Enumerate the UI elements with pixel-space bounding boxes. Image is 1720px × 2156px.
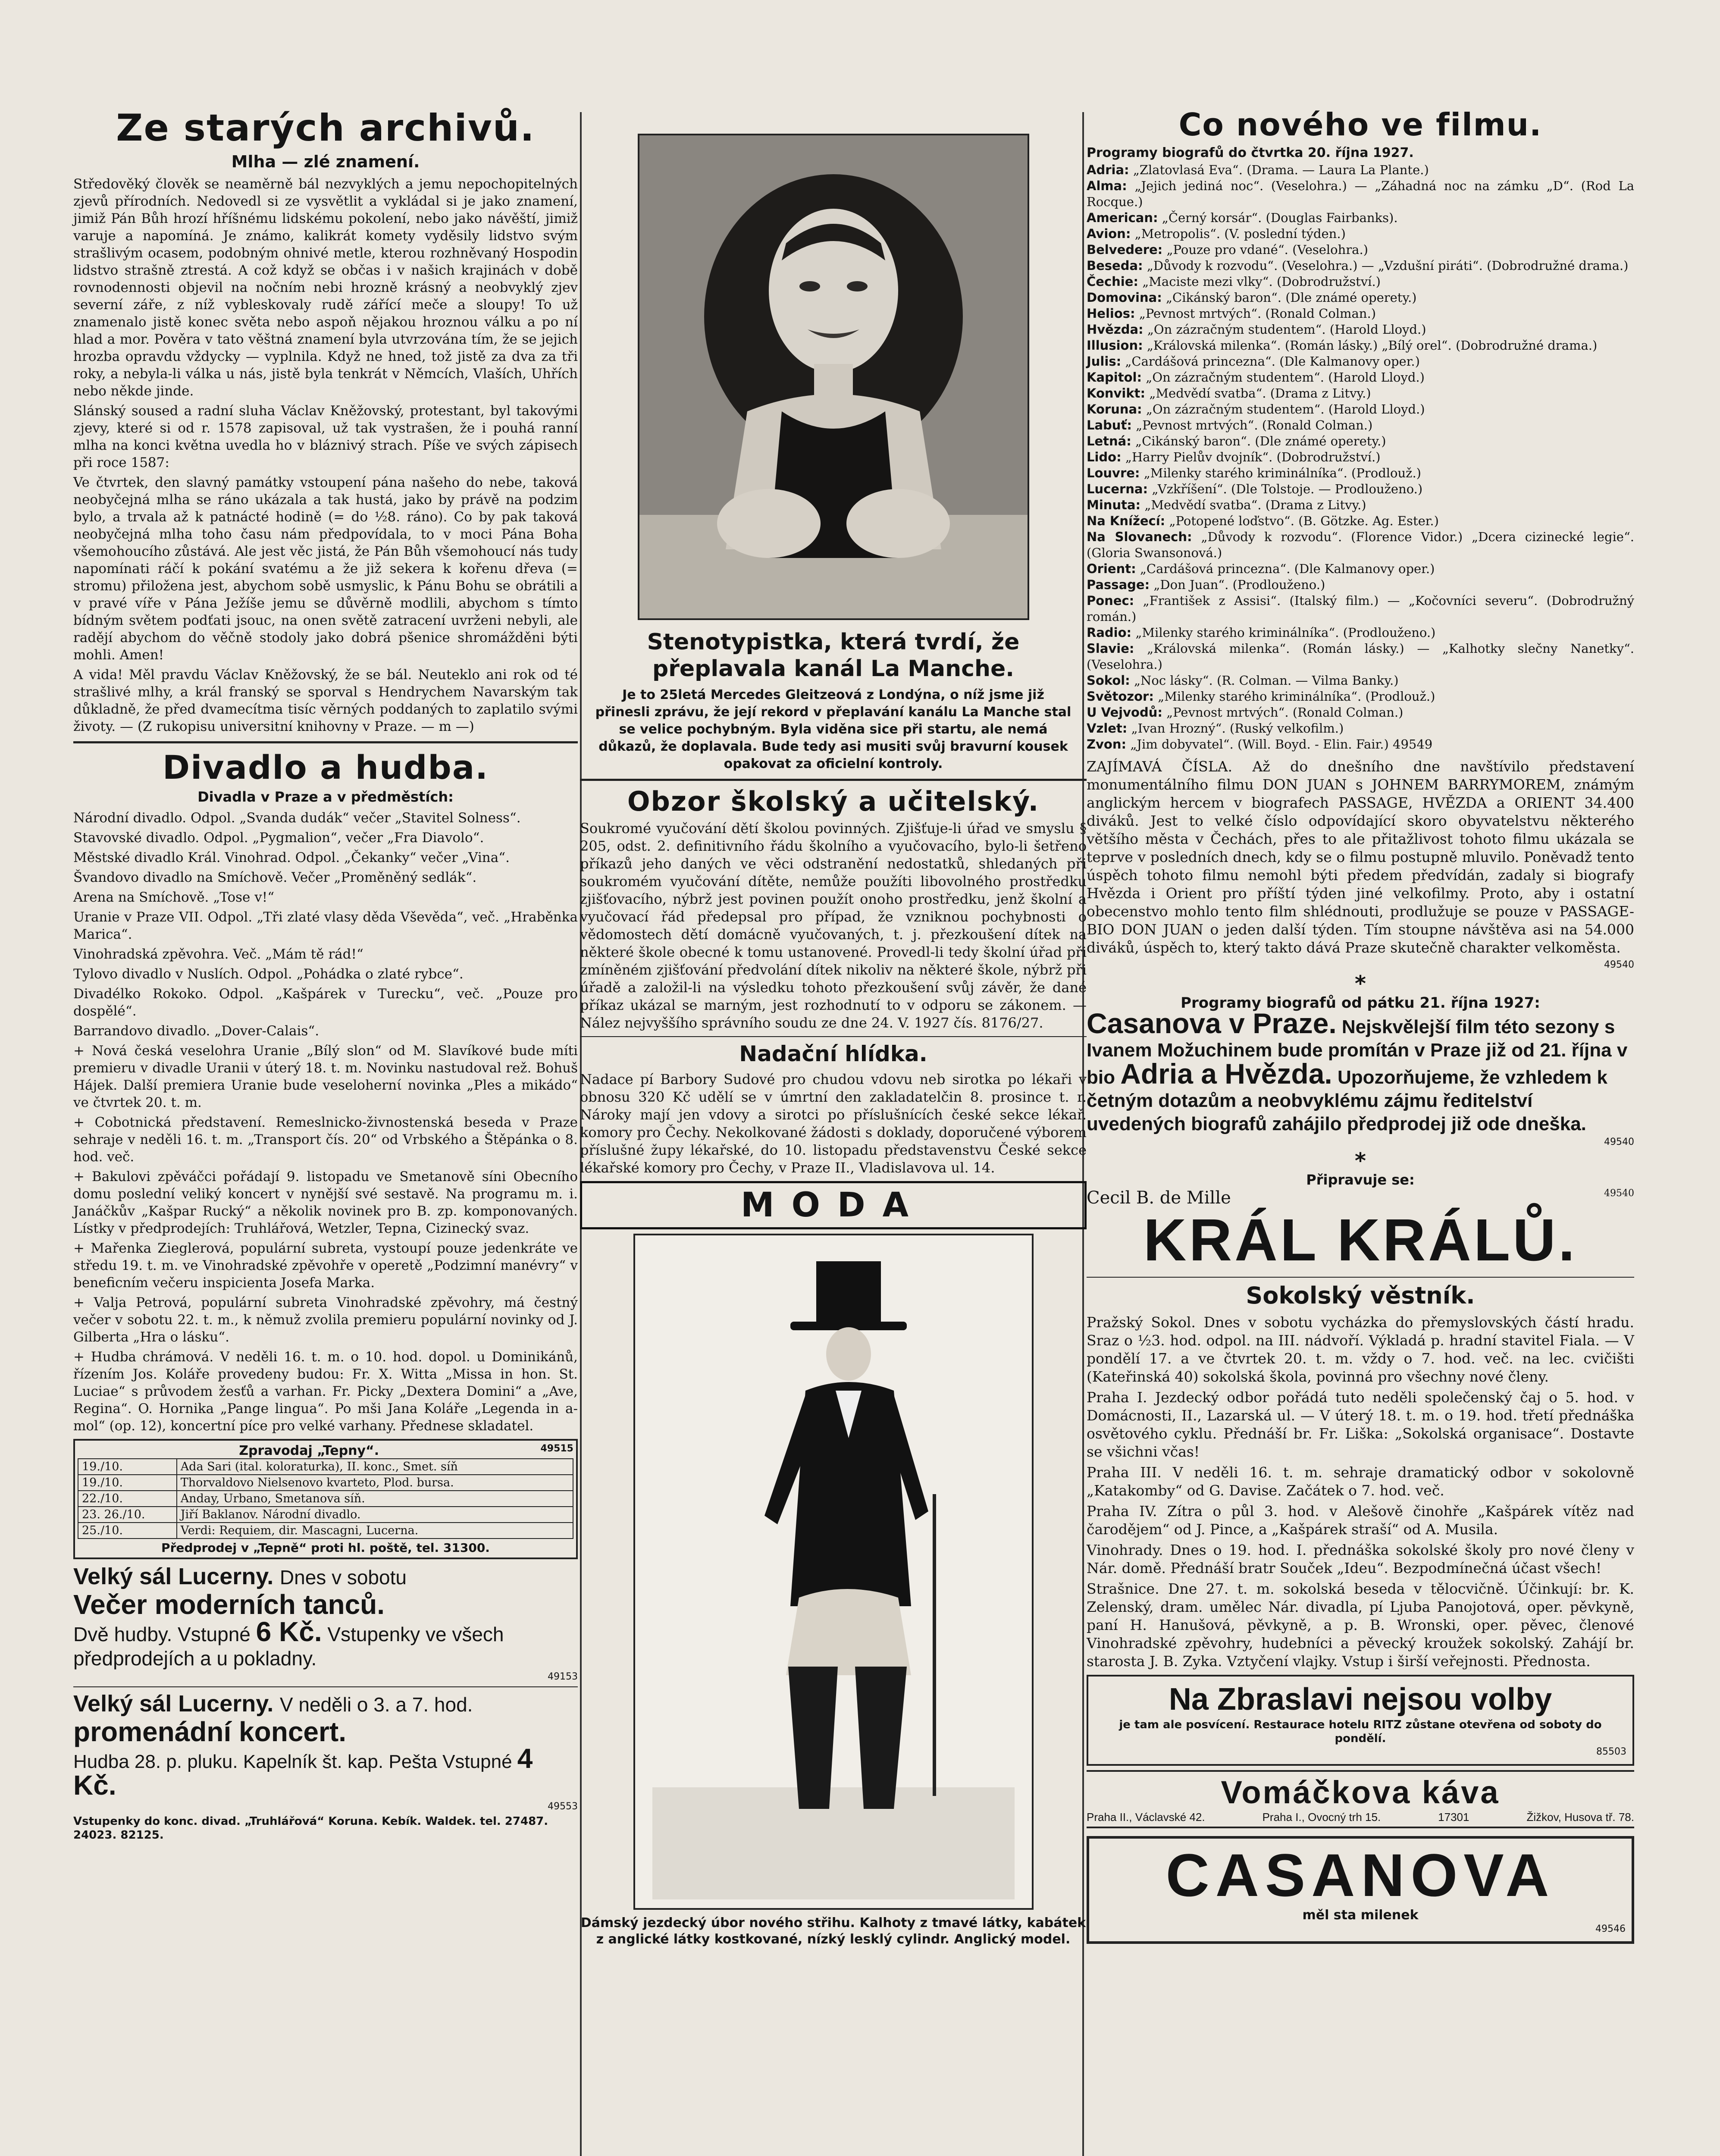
- cinema-name: Kapitol:: [1087, 370, 1142, 385]
- casanova-code: 49540: [1604, 1137, 1634, 1148]
- film-program-row: [1087, 497, 1634, 513]
- cinema-name: Labuť:: [1087, 418, 1132, 433]
- film-program-row: [1087, 736, 1634, 752]
- music-news: [73, 1042, 578, 1435]
- cinema-program: „Medvědí svatba“. (Drama z Litvy.): [1149, 386, 1371, 401]
- cinema-program: „Pevnost mrtvých“. (Ronald Colman.): [1139, 306, 1376, 321]
- film-program-row: [1087, 385, 1634, 401]
- cinema-name: Koruna:: [1087, 402, 1142, 417]
- cinema-name: Zvon:: [1087, 737, 1127, 752]
- archive-para: Středověký člověk se neaměrně bál nezvyklých a jemu nepochopitelných zjevů přírodních. Nedovedl si ze vysvětlit a vykládal si je jako znamení, jimiž Pán Bůh hrozí hříšnému lidskému pokolení, nebo jako návěští, jimiž varuje a napomíná. Je známo, kalikrát komety vyděsily lidstvo svým strašlivým ocasem, podobným ohnivé metle, kterou rozhněvaný Hospodin lidstvo strašně ztrestá. A což když se občas i v našich krajinách v době rovnodennosti objevil na nočním nebi hrozně krásný a neobvyklý zjev severní záře, z níž vybleskovaly rudě zářící meče a sloupy! To už znamenalo jistě konec světa nebo aspoň nějakou hroznou válku a po ní hlad a mor. Pověra v tato věštná znamení byla utvrzována tím, že se jejich hrozba opravdu vždycky — vyplnila. Když ne hned, tož jistě za dva za tři roky, a nebyla-li válka u nás, jistě byla tenkrát v Němcích, Vlaších, Uhřích nebo někde jinde.: [73, 176, 578, 399]
- cinema-program: „Pouze pro vdané“. (Veselohra.): [1166, 242, 1368, 257]
- ad-event: Večer moderních tanců.: [73, 1589, 385, 1620]
- vomacka-code: 17301: [1438, 1811, 1469, 1824]
- column-right: [1087, 108, 1634, 1948]
- ad-event: promenádní koncert.: [73, 1716, 346, 1748]
- tepna-box: [73, 1439, 578, 1559]
- column-left: [73, 108, 578, 1842]
- film-program-row: [1087, 705, 1634, 721]
- cinema-name: Helios:: [1087, 306, 1135, 321]
- tepna-date: 19./10.: [78, 1459, 177, 1475]
- cinema-program: „Maciste mezi vlky“. (Dobrodružství.): [1142, 274, 1381, 289]
- separator-star: *: [1354, 1148, 1366, 1174]
- moda-banner: MODA: [580, 1181, 1087, 1229]
- film-program-row: [1087, 721, 1634, 736]
- cinema-name: Lucerna:: [1087, 482, 1148, 497]
- film-program-row: [1087, 354, 1634, 370]
- cinema-program: „Cikánský baron“. (Dle známé operety.): [1135, 434, 1386, 449]
- cinema-program: „Pevnost mrtvých“. (Ronald Colman.): [1166, 705, 1404, 720]
- cinema-name: U Vejvodů:: [1087, 705, 1162, 720]
- tepna-date: 23. 26./10.: [78, 1507, 177, 1523]
- cecil-line: [1087, 1188, 1634, 1208]
- ad-venue: Velký sál Lucerny.: [73, 1691, 274, 1717]
- film-program-row: [1087, 625, 1634, 641]
- film-program-row: [1087, 673, 1634, 689]
- casanova-box-code: 49546: [1595, 1924, 1626, 1935]
- vomacka-addresses: [1087, 1811, 1634, 1824]
- cinema-program: „Potopené loďstvo“. (B. Götzke. Ag. Ester.): [1169, 514, 1439, 529]
- cinema-program: „On zázračným studentem“. (Harold Lloyd.): [1147, 322, 1426, 337]
- film-program-row: [1087, 481, 1634, 497]
- cinema-name: Slavie:: [1087, 641, 1134, 656]
- cinema-program: „Milenky starého kriminálníka“. (Prodlouž.): [1144, 466, 1421, 481]
- sokol-item: Vinohrady. Dnes o 19. hod. I. přednáška sokolské školy pro nové členy v Nár. domě. Přednáší bratr Souček „Ideu“. Bezpodmínečná účast všech!: [1087, 1542, 1634, 1577]
- prep-label: Připravuje se:: [1306, 1172, 1415, 1188]
- archive-para: Slánský soused a radní sluha Václav Kněžovský, protestant, byl takovými zjevy, které si od r. 1578 zapisoval, už tak vystrašen, že i pouhá ranní mlha na konci května uvedla ho v bláznivý strach. Píše ve svých zápisech při roce 1587:: [73, 403, 578, 470]
- cinema-name: Minuta:: [1087, 498, 1141, 513]
- cinema-name: Illusion:: [1087, 338, 1143, 353]
- film-program-row: [1087, 529, 1634, 561]
- tepna-title-text: Zpravodaj „Tepny“.: [239, 1443, 379, 1459]
- film-program-row: [1087, 210, 1634, 226]
- tepna-event: Jiří Baklanov. Národní divadlo.: [177, 1507, 573, 1523]
- theatre-item: Národní divadlo. Odpol. „Svanda dudák“ večer „Stavitel Solness“.: [73, 810, 521, 826]
- casanova-ad: [1087, 1007, 1634, 1136]
- cinema-program: „Don Juan“. (Prodlouženo.): [1153, 577, 1325, 592]
- film-subtitle: Programy biografů do čtvrtka 20. října 1927.: [1087, 145, 1414, 161]
- divider: [580, 1036, 1087, 1037]
- archive-para: A vida! Měl pravdu Václav Kněžovský, že se bál. Neuteklo ani rok od té strašlivé mlhy, a král franský se sporval s Hendrychem Navarským tak důkladně, že před dvamecítma tisíc věrných poddaných to zaplatilo svými životy. — (Z rukopisu universitní knihovny v Praze. — m —): [73, 667, 578, 734]
- casanova-text-2: Upozorňujeme, že vzhledem k četným dotazům a neobvyklému zájmu ředitelství uvedených biografů zahájilo předprodej již ode dneška.: [1087, 1067, 1607, 1135]
- cecil-name: Cecil B. de Mille: [1087, 1188, 1231, 1208]
- lucerna-ad-1-line3: [73, 1616, 578, 1670]
- cinema-program: „Jejich jediná noc“. (Veselohra.) — „Záhadná noc na zámku „D“. (Rod La Rocque.): [1087, 179, 1635, 210]
- cinema-program: „Zlatovlasá Eva“. (Drama. — Laura La Plante.): [1133, 163, 1429, 178]
- fashion-photo: [633, 1234, 1034, 1910]
- cinema-program: „Harry Pielův dvojník“. (Dobrodružství.): [1125, 450, 1381, 465]
- vomacka-address: Praha I., Ovocný trh 15.: [1262, 1811, 1381, 1824]
- cinema-program: „Cikánský baron“. (Dle známé operety.): [1166, 290, 1417, 305]
- zbraslav-ad: [1087, 1675, 1634, 1766]
- portrait-image: [639, 135, 1028, 618]
- cinema-program: „Královská milenka“. (Román lásky.) — „Kalhotky slečny Nanetky“. (Veselohra.): [1087, 641, 1635, 672]
- tepna-event: Anday, Urbano, Smetanova síň.: [177, 1491, 573, 1507]
- film-program-row: [1087, 561, 1634, 577]
- film-program-row: [1087, 178, 1634, 210]
- tepna-event: Ada Sari (ital. koloraturka), II. konc., Smet. síň: [177, 1459, 573, 1475]
- cinema-program: „Cardášová princezna“. (Dle Kalmanovy oper.): [1125, 354, 1420, 369]
- cinema-program: „Cardášová princezna“. (Dle Kalmanovy oper.): [1140, 561, 1435, 577]
- cinema-name: Julis:: [1087, 354, 1122, 369]
- cinema-name: Belvedere:: [1087, 242, 1163, 257]
- casanova-headline: Casanova v Praze.: [1087, 1007, 1337, 1040]
- cinema-name: Avion:: [1087, 226, 1131, 241]
- film-program-row: [1087, 433, 1634, 449]
- theatre-item: Vinohradská zpěvohra. Več. „Mám tě rád!“: [73, 946, 363, 962]
- cinema-name: Letná:: [1087, 434, 1131, 449]
- cinema-name: American:: [1087, 210, 1158, 226]
- film-program-row: [1087, 338, 1634, 354]
- film-program-row: [1087, 689, 1634, 705]
- theatre-item: Arena na Smíchově. „Tose v!“: [73, 890, 275, 906]
- cinema-program: „Noc lásky“. (R. Colman. — Vilma Banky.): [1134, 673, 1399, 688]
- archive-subtitle: Mlha — zlé znamení.: [231, 152, 420, 171]
- film-program-row: [1087, 593, 1634, 625]
- theatre-item: Tylovo divadlo v Nuslích. Odpol. „Pohádka o zlaté rybce“.: [73, 966, 464, 982]
- cinema-name: Na Slovanech:: [1087, 530, 1192, 545]
- ad-when: V neděli o 3. a 7. hod.: [279, 1693, 473, 1716]
- music-item: + Bakulovi zpěváčci pořádají 9. listopadu ve Smetanově síni Obecního domu poslední veliký koncert v nynější své sestavě. Na programu m. i. Janáčkův „Kašpar Rucký“ a několik novinek pro B. zp. komponovaných. Lístky v předprodejích: Truhlářová, Wetzler, Tepna, Cizinecký svaz.: [73, 1169, 578, 1237]
- zajimava-text: ZAJÍMAVÁ ČÍSLA. Až do dnešního dne navštívilo představení monumentálního filmu DON JUAN s JOHNEM BARRYMOREM, známým anglickým hercem v biografech PASSAGE, HVĚZDA a ORIENT 34.400 diváků. Jest to velké číslo odpovídající skoro obyvatelstvu některého většího města v Čechách, přes to ale přitažlivost tohoto filmu ukázala se teprve v posledních dnech, kdy se o filmu postupně mluvilo. Poněvadž tento úspěch tohoto filmu nemohl býti předem předvídán, zadaly si biografy Hvězda i Orient pro příští týden jiné velkofilmy. Proto, aby i ostatní obecenstvo mohlo tento film shlédnouti, prodlužuje se pouze v PASSAGE-BIO DON JUAN o jeden další týden. Tím stoupne návštěva asi na 54.000 diváků, úspěch to, který takto dává Praze skutečně charakter velkoměsta.: [1087, 758, 1634, 956]
- film-program-row: [1087, 577, 1634, 593]
- kral-code: 49540: [1604, 1188, 1634, 1199]
- photo1-caption: Stenotypistka, která tvrdí, že přeplavala kanál La Manche.: [647, 629, 1020, 682]
- cinema-name: Čechie:: [1087, 274, 1138, 289]
- lucerna-ad-1-line1: [73, 1564, 578, 1589]
- theatre-item: Městské divadlo Král. Vinohrad. Odpol. „Čekanky“ večer „Vina“.: [73, 850, 510, 866]
- tepna-footer: Předprodej v „Tepně“ proti hl. poště, tel. 31300.: [161, 1541, 490, 1555]
- zbraslav-code: 85503: [1596, 1746, 1626, 1758]
- cinema-name: Passage:: [1087, 577, 1150, 592]
- prog-title: Programy biografů od pátku 21. října 1927:: [1181, 994, 1540, 1012]
- archive-title: Ze starých archivů.: [116, 107, 535, 150]
- cinema-name: Beseda:: [1087, 258, 1143, 273]
- theatre-item: Uranie v Praze VII. Odpol. „Tři zlaté vlasy děda Vševěda“, več. „Hraběnka Marica“.: [73, 909, 578, 943]
- foundation-text: Nadace pí Barbory Sudové pro chudou vdovu neb sirotka po lékaři v obnosu 320 Kč udělí se v úmrtní den zakladatelčin 8. prosince t. r. Nároky mají jen vdovy a sirotci po příslušnících české sekce lékař. komory pro Čechy. Nekolkované žádosti s doklady, doporučené výborem příslušné župy lékařské, do 10. listopadu představenstvu České sekce lékařské komory pro Čechy, v Praze II., Vladislavova ul. 14.: [580, 1071, 1087, 1176]
- cinema-program: „Černý korsár“. (Douglas Fairbanks).: [1162, 210, 1398, 226]
- tepna-date: 19./10.: [78, 1475, 177, 1491]
- tepna-date: 22./10.: [78, 1491, 177, 1507]
- ad-info: Hudba 28. p. pluku. Kapelník št. kap. Pešta Vstupné: [73, 1751, 512, 1773]
- film-program-row: [1087, 162, 1634, 178]
- lucerna-ad-2: [73, 1692, 578, 1842]
- music-item: + Hudba chrámová. V neděli 16. t. m. o 10. hod. dopol. u Dominikánů, řízením Jos. Koláře provedeny budou: Fr. X. Witta „Missa in hon. St. Luciae“ s průvodem žesťů a varhan. Fr. Picky „Dextera Domini“ a „Ave, Regina“. O. Hornika „Pange lingua“. Po mši Jana Koláře „Legenda in a-mol“ (op. 12), koncertní píce pro velké varhany. Přednese skladatel.: [73, 1349, 578, 1434]
- cinema-name: Ponec:: [1087, 593, 1134, 608]
- cinema-program: „Milenky starého kriminálníka“. (Prodlouženo.): [1135, 625, 1436, 640]
- photo1-text: Je to 25letá Mercedes Gleitzeová z Londýna, o níž jsme již přinesli zprávu, že její rekord v přeplavání kanálu La Manche stal se velice pochybným. Byla viděna sice při startu, ale nemá důkazů, že doplavala. Bude tedy asi musiti svůj bravurní kousek opakovat za oficielní kontroly.: [595, 687, 1071, 771]
- archive-article: [73, 175, 578, 735]
- fashion-image: [635, 1235, 1032, 1908]
- film-program-row: [1087, 401, 1634, 417]
- cinema-name: Na Knížecí:: [1087, 514, 1165, 529]
- music-item: + Mařenka Zieglerová, populární subreta, vystoupí pouze jedenkráte ve středu 19. t. m. ve Vinohradské zpěvohře v operetě „Podzimní manévry“ v beneficním večeru inspicienta Josefa Marka.: [73, 1241, 578, 1291]
- casanova-box-sub: měl sta milenek: [1302, 1908, 1419, 1923]
- theatre-item: Barrandovo divadlo. „Dover-Calais“.: [73, 1023, 320, 1039]
- film-program-row: [1087, 370, 1634, 385]
- vomacka-ad: [1087, 1770, 1634, 1828]
- sokol-item: Praha IV. Zítra o půl 3. hod. v Alešově činohře „Kašpárek vítěz nad čarodějem“ od J. Pince, a „Kašpárek straší“ od A. Musila.: [1087, 1503, 1634, 1538]
- cinema-program: „Ivan Hrozný“. (Ruský velkofilm.): [1131, 721, 1344, 736]
- ad-code: 49153: [548, 1671, 578, 1683]
- cinema-name: Konvikt:: [1087, 386, 1146, 401]
- tepna-event: Verdi: Requiem, dir. Mascagni, Lucerna.: [177, 1523, 573, 1539]
- cinema-program: „Vzkříšení“. (Dle Tolstoje. — Prodlouženo.): [1152, 482, 1423, 497]
- cinema-program: „On zázračným studentem“. (Harold Lloyd.): [1146, 370, 1425, 385]
- theatre-list: [73, 809, 578, 1040]
- portrait-photo: [638, 134, 1029, 620]
- sokol-news: [1087, 1313, 1634, 1670]
- tepna-date: 25./10.: [78, 1523, 177, 1539]
- ad-venue: Velký sál Lucerny.: [73, 1564, 274, 1590]
- film-program-row: [1087, 513, 1634, 529]
- lucerna-ad-2-line1: [73, 1692, 578, 1717]
- cinema-name: Lido:: [1087, 450, 1122, 465]
- sokol-item: Praha III. V neděli 16. t. m. sehraje dramatický odbor v sokolovně „Katakomby“ od G. Davise. Začátek o 7. hod. več.: [1087, 1464, 1634, 1499]
- ad-price: 4 Kč.: [73, 1743, 533, 1801]
- theatre-item: Stavovské divadlo. Odpol. „Pygmalion“, večer „Fra Diavolo“.: [73, 830, 484, 846]
- cinema-name: Alma:: [1087, 179, 1127, 194]
- tepna-table: [78, 1458, 573, 1539]
- film-program-row: [1087, 258, 1634, 274]
- cinema-program: „Milenky starého kriminálníka“. (Prodlouž.): [1158, 689, 1435, 704]
- table-row: [78, 1491, 573, 1507]
- divider: [1087, 1277, 1634, 1278]
- film-program-row: [1087, 322, 1634, 338]
- film-program-row: [1087, 641, 1634, 673]
- casanova-cinemas: Adria a Hvězda.: [1120, 1058, 1332, 1090]
- table-row: [78, 1459, 573, 1475]
- cinema-name: Sokol:: [1087, 673, 1130, 688]
- film-program-row: [1087, 226, 1634, 242]
- cinema-name: Radio:: [1087, 625, 1132, 640]
- sokol-item: Strašnice. Dne 27. t. m. sokolská beseda v tělocvičně. Účinkují: br. K. Zelenský, dram. umělec Nár. divadla, pí Ljuba Panojotová, oper. pěvkyně, paní H. Hanušová, pěvkyně, a p. B. Wronski, oper. pěvec, členové Vinohradské zpěvohry, hudebníci a pěvecký kroužek sokolský. Zahájí br. starosta J. B. Zyka. Vztyčení vlajky. Vstup i širší veřejnosti. Přednosta.: [1087, 1580, 1634, 1670]
- cinema-program: „Královská milenka“. (Román lásky.) „Bílý orel“. (Dobrodružné drama.): [1147, 338, 1598, 353]
- film-program-row: [1087, 306, 1634, 322]
- ad-price: 6 Kč.: [256, 1616, 322, 1648]
- divider: [73, 1686, 578, 1687]
- zajimava-code: 49540: [1604, 959, 1634, 971]
- ad-footer: Vstupenky do konc. divad. „Truhlářová“ Koruna. Kebík. Waldek. tel. 27487. 24023. 82125.: [73, 1815, 548, 1842]
- theatre-subtitle: Divadla v Praze a v předměstích:: [197, 789, 454, 805]
- ad-when: Dnes v sobotu: [279, 1566, 407, 1589]
- sokol-item: Pražský Sokol. Dnes v sobotu vycházka do přemyslovských částí hradu. Sraz o ½3. hod. odpol. na III. nádvoří. Výkladá p. hradní stavitel Fiala. — V pondělí 17. a ve čtvrtek 20. t. m. vždy o 7. hod. več. na lec. cvičišti (Kateřinská 40) sokolská škola, povinná pro všechny nové členy.: [1087, 1314, 1634, 1385]
- vomacka-address: Praha II., Václavské 42.: [1087, 1811, 1205, 1824]
- theatre-item: Divadélko Rokoko. Odpol. „Kašpárek v Turecku“, več. „Pouze pro dospělé“.: [73, 986, 578, 1019]
- zbraslav-headline: Na Zbraslavi nejsou volby: [1169, 1682, 1552, 1717]
- film-program-row: [1087, 242, 1634, 258]
- cinema-name: Orient:: [1087, 561, 1136, 577]
- cinema-program: „Metropolis“. (V. poslední týden.): [1134, 226, 1346, 241]
- table-row: [78, 1523, 573, 1539]
- tepna-event: Thorvaldovo Nielsenovo kvarteto, Plod. bursa.: [177, 1475, 573, 1491]
- column-middle: [580, 108, 1087, 1950]
- cinema-name: Světozor:: [1087, 689, 1154, 704]
- ad-info-2: Vstupenky ve všech předprodejích a u pokladny.: [73, 1623, 504, 1670]
- music-item: + Cobotnická představení. Remeslnicko-živnostenská beseda v Praze sehraje v neděli 16. t. m. „Transport čís. 20“ od Vrbského a Štěpánka o 8. hod. več.: [73, 1115, 578, 1165]
- lucerna-ad-2-line3: [73, 1743, 578, 1801]
- cinema-program: „František z Assisi“. (Italský film.) — „Kočovníci severu“. (Dobrodružný román.): [1087, 593, 1634, 624]
- archive-para: Ve čtvrtek, den slavný památky vstoupení pána našeho do nebe, taková neobyčejná mlha se ráno ukázala a tak hustá, jako by právě na podzim bylo, a trvala až k patnácté hodině (= do ½8. ráno). Co by pak taková neobyčejná mlha toho času nám předpovídala, to v moci Pána Boha všemohoucího zůstává. Ale jest věc jistá, že Pán Bůh všemohoucí nás tudy napomínati ráčí k pokání svatému a že již sekera k kořenu dřeva (= stromu) přiložena jest, abychom sobě usmyslic, k Pánu Bohu se obrátili a v pravé víře v Pána Ježíše jemu se důvěrně modlili, abychom s tímto bídným světem podťati jsouc, na onen světě zatracení uvrženi nebyli, ale radějí abychom do věčně stodoly jako dobrá pšenice shromážděni býti mohli. Amen!: [73, 474, 578, 663]
- film-program-row: [1087, 465, 1634, 481]
- zbraslav-text: je tam ale posvícení. Restaurace hotelu RITZ zůstane otevřena od soboty do pondělí.: [1119, 1718, 1602, 1745]
- vomacka-headline: Vomáčkova káva: [1221, 1774, 1500, 1811]
- theatre-item: Švandovo divadlo na Smíchově. Večer „Proměněný sedlák“.: [73, 870, 477, 886]
- cinema-name: Adria:: [1087, 163, 1129, 178]
- table-row: [78, 1507, 573, 1523]
- cinema-name: Hvězda:: [1087, 322, 1144, 337]
- film-title: Co nového ve filmu.: [1178, 107, 1542, 143]
- casanova-box-title: CASANOVA: [1165, 1841, 1555, 1909]
- school-title: Obzor školský a učitelský.: [627, 786, 1040, 817]
- film-program-row: [1087, 290, 1634, 306]
- divider: [73, 741, 578, 743]
- music-item: + Valja Petrová, populární subreta Vinohradské zpěvohry, má čestný večer v sobotu 22. t. m., k němuž zvolila premieru populární novinky od J. Gilberta „Hra o lásku“.: [73, 1295, 578, 1345]
- film-program-row: [1087, 417, 1634, 433]
- cinema-program: „Důvody k rozvodu“. (Veselohra.) — „Vzdušní piráti“. (Dobrodružné drama.): [1147, 258, 1629, 273]
- sokol-title: Sokolský věstník.: [1246, 1282, 1475, 1310]
- tepna-title: [78, 1443, 573, 1458]
- theatre-title: Divadlo a hudba.: [162, 748, 489, 787]
- divider: [580, 779, 1087, 781]
- film-program-row: [1087, 274, 1634, 290]
- foundation-title: Nadační hlídka.: [739, 1041, 927, 1067]
- casanova-text-1: Nejskvělejší film této sezony s Ivanem Možuchinem bude promítán v Praze již od 21. října v bio: [1087, 1016, 1628, 1088]
- table-row: [78, 1475, 573, 1491]
- film-program-list: [1087, 162, 1634, 752]
- casanova-box: [1087, 1836, 1634, 1944]
- separator-star: *: [1354, 971, 1366, 997]
- sokol-item: Praha I. Jezdecký odbor pořádá tuto neděli společenský čaj o 5. hod. v Domácnosti, II., Lazarská ul. — V úterý 18. t. m. o 19. hod. třetí přednáška osvětového cyklu. Přednáší br. Fr. Liška: „Sokolská organisace“. Dostavte se všichni včas!: [1087, 1389, 1634, 1460]
- cinema-program: „On zázračným studentem“. (Harold Lloyd.): [1146, 402, 1425, 417]
- tepna-code: 49515: [540, 1443, 573, 1454]
- lucerna-ad-1: [73, 1564, 578, 1682]
- ad-info: Dvě hudby. Vstupné: [73, 1623, 251, 1646]
- kral-kralu-title: KRÁL KRÁLŮ.: [1143, 1207, 1578, 1274]
- music-item: + Nová česká veselohra Uranie „Bílý slon“ od M. Slavíkové bude míti premieru v divadle Uranii v úterý 18. t. m. Novinku nastudoval rež. Bohuš Hájek. Další premiera Uranie bude veselohernί novinka „Ples a mikádo“ ve čtvrtek 20. t. m.: [73, 1043, 578, 1111]
- cinema-program: „Pevnost mrtvých“. (Ronald Colman.): [1136, 418, 1373, 433]
- cinema-program: „Jim dobyvatel“. (Will. Boyd. - Elin. Fair.) 49549: [1130, 737, 1433, 752]
- cinema-program: „Medvědí svatba“. (Drama z Litvy.): [1144, 498, 1366, 513]
- school-text: Soukromé vyučování dětí školou povinných. Zjišťuje-li úřad ve smyslu § 205, odst. 2. definitivního řádu školního a vyučovacího, bylo-li šetřeno příkazů jeho daných ve věci odstranění nedostatků, shledaných při soukromém vyučování dítěte, nemůže použíti libovolného prostředku zjišťovacího, nýbrž jest povinen použít onoho prostředku, jenž školní a vyučovací řád předepsal pro případ, že vzniknou pochybnosti o vědomostech dětí domácně vyučovaných, t. j. přezkoušení dítek na některé škole obecné k tomu ustanovené. Provedl-li tedy školní úřad při zmíněném zjišťování předvolání dítek nikoliv na některé škole, nýbrž při úřadě a založil-li na výsledku tohoto přezkoušení svůj závěr, že dané příkaz ukázal se marným, jest rozhodnutí to v odporu se zákonem. — Nález nejvyššího správního soudu ze dne 24. V. 1927 čís. 8176/27.: [580, 820, 1087, 1031]
- ad-code: 49553: [548, 1801, 578, 1812]
- cinema-program: „Důvody k rozvodu“. (Florence Vidor.) „Dcera cizinecké legie“. (Gloria Swansonová.): [1087, 530, 1634, 561]
- cinema-name: Louvre:: [1087, 466, 1140, 481]
- photo2-caption: Dámský jezdecký úbor nového střihu. Kalhoty z tmavé látky, kabátek z anglické látky kostkované, nízký lesklý cylindr. Anglický model.: [580, 1915, 1086, 1947]
- vomacka-address: Žižkov, Husova tř. 78.: [1526, 1811, 1634, 1824]
- cinema-name: Vzlet:: [1087, 721, 1128, 736]
- cinema-name: Domovina:: [1087, 290, 1162, 305]
- film-program-row: [1087, 449, 1634, 465]
